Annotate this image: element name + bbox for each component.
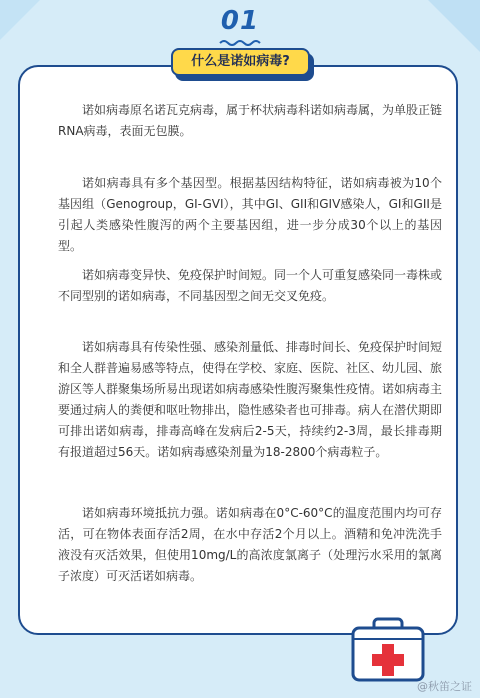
section-number: 01: [220, 6, 260, 36]
watermark: @秋笛之证: [417, 680, 472, 693]
paragraph-definition: 诺如病毒原名诺瓦克病毒，属于杯状病毒科诺如病毒属，为单股正链RNA病毒，表面无包膜。: [58, 103, 443, 138]
paragraph-transmission: 诺如病毒具有传染性强、感染剂量低、排毒时间长、免疫保护时间短和全人群普遍易感等特点，使得在学校、家庭、医院、社区、幼儿园、旅游区等人群聚集场所易出现诺如病毒感染性腹泻聚集性疫情。诺如病毒主要通过病人的粪便和呕吐物排出，隐性感染者也可排毒。病人在潜伏期即可排出诺如病毒，排毒高峰在发病后2-5天，持续约2-3周，最长排毒期有报道超过56天。诺如病毒感染剂量为18-2800个病毒粒子。: [58, 340, 443, 459]
wave-icon: [219, 38, 261, 46]
paragraph-genotypes: 诺如病毒具有多个基因型。根据基因结构特征，诺如病毒被为10个基因组（Genogroup，GI-GVI），其中GI、GII和GIV感染人，GI和GII是引起人类感染性腹泻的两个主要基因组，进一步分成30个以上的基因型。: [58, 176, 442, 253]
medical-kit-icon: [350, 617, 426, 683]
section-title: 什么是诺如病毒?: [171, 48, 310, 76]
paragraph-resistance: 诺如病毒环境抵抗力强。诺如病毒在0°C-60°C的温度范围内均可存活，可在物体表面存活2周，在水中存活2个月以上。酒精和免冲洗洗手液没有灭活效果，但使用10mg/L的高浓度氯离子（处理污水采用的氯离子浓度）可灭活诺如病毒。: [58, 506, 442, 583]
paragraph-mutation: 诺如病毒变异快、免疫保护时间短。同一个人可重复感染同一毒株或不同型别的诺如病毒，不同基因型之间无交叉免疫。: [58, 268, 443, 303]
